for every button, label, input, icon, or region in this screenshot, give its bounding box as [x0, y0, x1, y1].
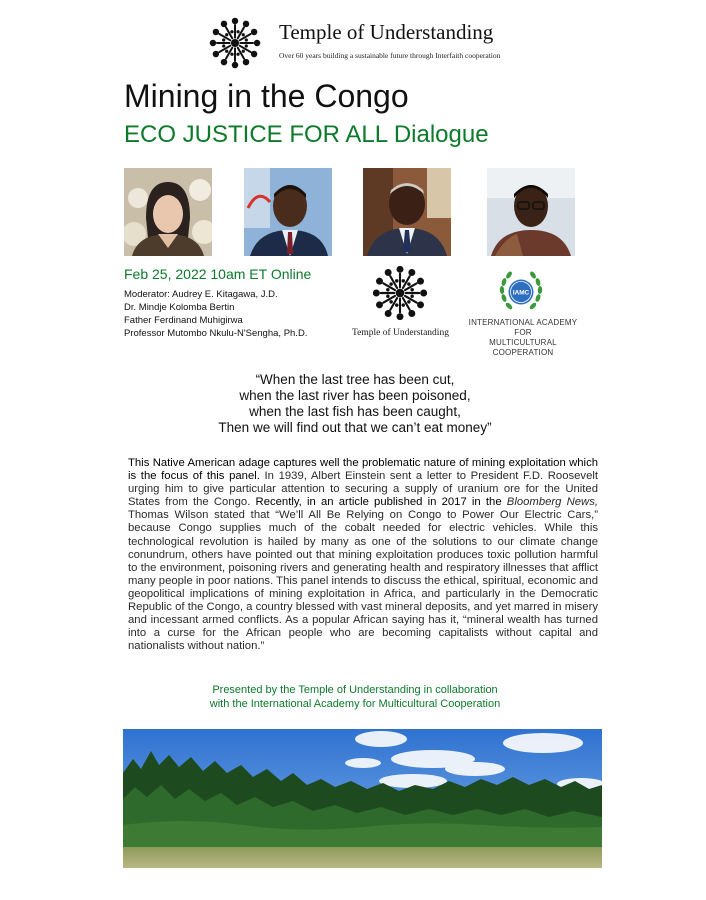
speaker-3: Father Ferdinand Muhigirwa — [124, 315, 243, 326]
quote-line-3: when the last fish has been caught, — [249, 404, 461, 419]
org-title: Temple of Understanding — [279, 20, 494, 44]
forest-landscape-image — [123, 729, 602, 868]
speaker-moderator: Moderator: Audrey E. Kitagawa, J.D. — [124, 289, 278, 300]
iamc-acronym: IAMC — [512, 289, 530, 297]
description-einstein: In 1939, Albert Einstein sent a letter to President F.D. Roosevelt urging him to give particular attention to securing a supply of uranium ore for the United States from the Congo. — [128, 470, 598, 509]
temple-logo-icon — [371, 264, 429, 322]
presented-line-1: Presented by the Temple of Understanding in collaboration — [212, 684, 498, 696]
quote-line-1: “When the last tree has been cut, — [255, 372, 455, 387]
iamc-label-line-2: MULTICULTURAL COOPERATION — [489, 338, 557, 357]
iamc-label — [463, 318, 583, 358]
iamc-label-line-1: INTERNATIONAL ACADEMY FOR — [468, 318, 578, 337]
presented-by — [140, 683, 570, 711]
temple-logo-icon — [208, 16, 262, 70]
speaker-photo-1 — [124, 168, 212, 256]
speaker-list — [124, 288, 307, 340]
speaker-photo-4 — [487, 168, 575, 256]
iamc-laurel-logo — [496, 268, 546, 318]
publication-name: Bloomberg News, — [506, 496, 599, 509]
speaker-photo-3 — [363, 168, 451, 256]
speaker-photo-2 — [244, 168, 332, 256]
description-rest: Thomas Wilson stated that “We’ll All Be Relying on Congo to Power Our Electric Cars,” because Congo supplies much of the cobalt needed for electric vehicles. While this technological revolution is hailed by many as one of the solutions to our climate change conundrum, others have pointed out that mining exploitation produces toxic pollution harmful to the environment, poisoning rivers and generating health and respiratory illnesses that afflict many people in poor nations. This panel intends to discuss the ethical, spiritual, economic and geopolitical implications of mining exploitation in Africa, and particularly in the Democratic Republic of the Congo, a country blessed with vast mineral deposits, and yet marred in misery and incessant armed conflicts. As a popular African saying has it, “mineral wealth has turned into a curse for the African people who are becoming capitalists without capital and nationalists without nation.” — [128, 509, 598, 653]
native-american-quote — [140, 372, 570, 436]
speaker-4: Professor Mutombo Nkulu-N'Sengha, Ph.D. — [124, 328, 308, 339]
event-date: Feb 25, 2022 10am ET Online — [124, 266, 312, 282]
speaker-2: Dr. Mindje Kolomba Bertin — [124, 302, 235, 313]
temple-logo-label: Temple of Understanding — [352, 328, 449, 338]
event-description — [128, 457, 598, 653]
description-lead: This Native American adage captures well the problematic nature of mining exploitation which is the focus of this panel. — [128, 457, 598, 483]
event-subtitle: ECO JUSTICE FOR ALL Dialogue — [124, 121, 489, 148]
description-recent: Recently, in an article published in 2017 in the — [250, 496, 507, 509]
event-title: Mining in the Congo — [124, 78, 409, 114]
quote-line-2: when the last river has been poisoned, — [239, 388, 471, 403]
quote-line-4: Then we will find out that we can’t eat money” — [218, 420, 492, 435]
presented-line-2: with the International Academy for Multicultural Cooperation — [209, 698, 501, 710]
org-tagline: Over 60 years building a sustainable future through Interfaith cooperation — [279, 51, 501, 60]
